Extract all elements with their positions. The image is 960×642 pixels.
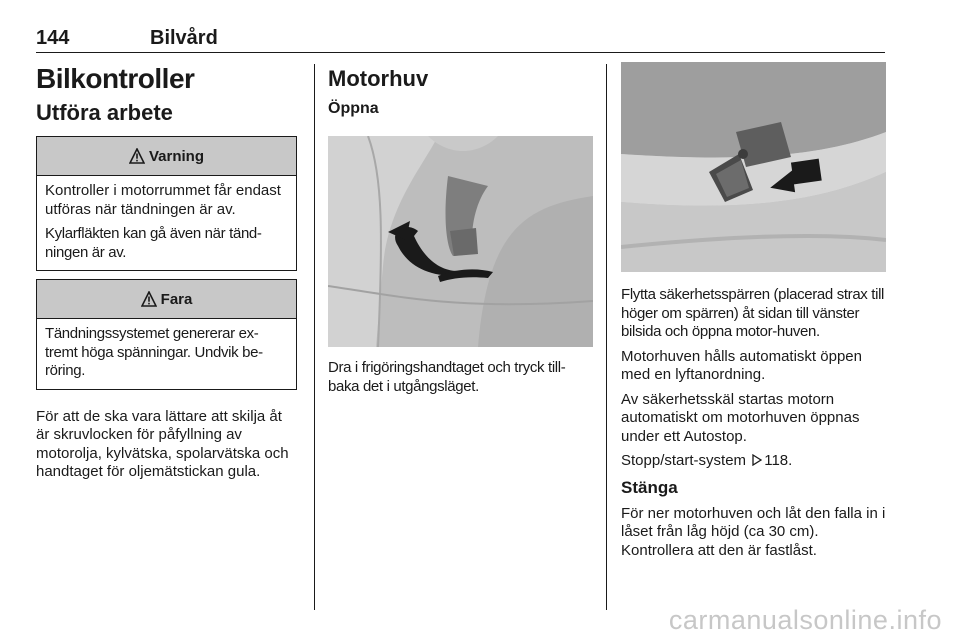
reference-arrow-icon (752, 453, 762, 465)
danger-label: Fara (160, 290, 193, 308)
lift-text: Motorhuven hålls automatiskt öppen med en lyftanordning. (621, 347, 862, 383)
danger-text: Tändningssystemet genererar ex-tremt höga spänningar. Undvik be-röring. (45, 325, 263, 379)
open-subtitle: Öppna (328, 100, 379, 117)
chapter-title: Bilvård (150, 27, 218, 49)
warning-text-2: Kylarfläkten kan gå även när tänd-ningen är av. (45, 225, 262, 261)
warning-box-header (37, 137, 296, 176)
warning-label: Varning (148, 147, 204, 165)
warning-triangle-icon (141, 291, 157, 307)
section-subtitle: Utföra arbete (36, 100, 173, 125)
close-subtitle: Stänga (621, 477, 678, 497)
danger-box-header (37, 280, 296, 319)
page-header (36, 24, 885, 53)
column-right (621, 62, 887, 566)
watermark: carmanualsonline.info (668, 605, 942, 635)
column-divider-2 (606, 64, 607, 610)
body-text: För att de ska vara lättare att skilja åt är skruvlocken för påfyllning av motorolja, kylvätska, spolarvätska och handtaget för oljemätstickan gula. (36, 407, 289, 480)
reference-label: Stopp/start-system (621, 452, 747, 469)
safety-catch-illustration (621, 62, 886, 272)
section-title: Bilkontroller (36, 63, 195, 94)
stop-start-reference (621, 452, 887, 471)
reference-page[interactable]: 118. (764, 452, 793, 469)
hood-title: Motorhuv (328, 66, 429, 91)
danger-box (36, 279, 297, 390)
release-caption: Dra i frigöringshandtaget och tryck till-baka det i utgångsläget. (328, 359, 566, 395)
hood-release-handle-illustration (328, 136, 593, 347)
warning-text-1: Kontroller i motorrummet får endast utföras när tändningen är av. (45, 182, 281, 218)
column-left (36, 62, 297, 488)
warning-triangle-icon (129, 148, 145, 164)
close-text: För ner motorhuven och låt den falla in i låset från låg höjd (ca 30 cm). Kontrollera att den är fastlåst. (621, 504, 886, 559)
danger-box-body (37, 319, 296, 389)
column-middle (328, 62, 593, 402)
column-divider-1 (314, 64, 315, 610)
warning-box (36, 136, 297, 271)
autostop-text: Av säkerhetsskäl startas motorn automatiskt om motorhuven öppnas under ett Autostop. (621, 390, 860, 445)
warning-box-body (37, 176, 296, 270)
catch-text: Flytta säkerhetsspärren (placerad strax till höger om spärren) åt sidan till vänster bilsida och öppna motor-huven. (621, 286, 885, 340)
page-number: 144 (36, 27, 70, 49)
